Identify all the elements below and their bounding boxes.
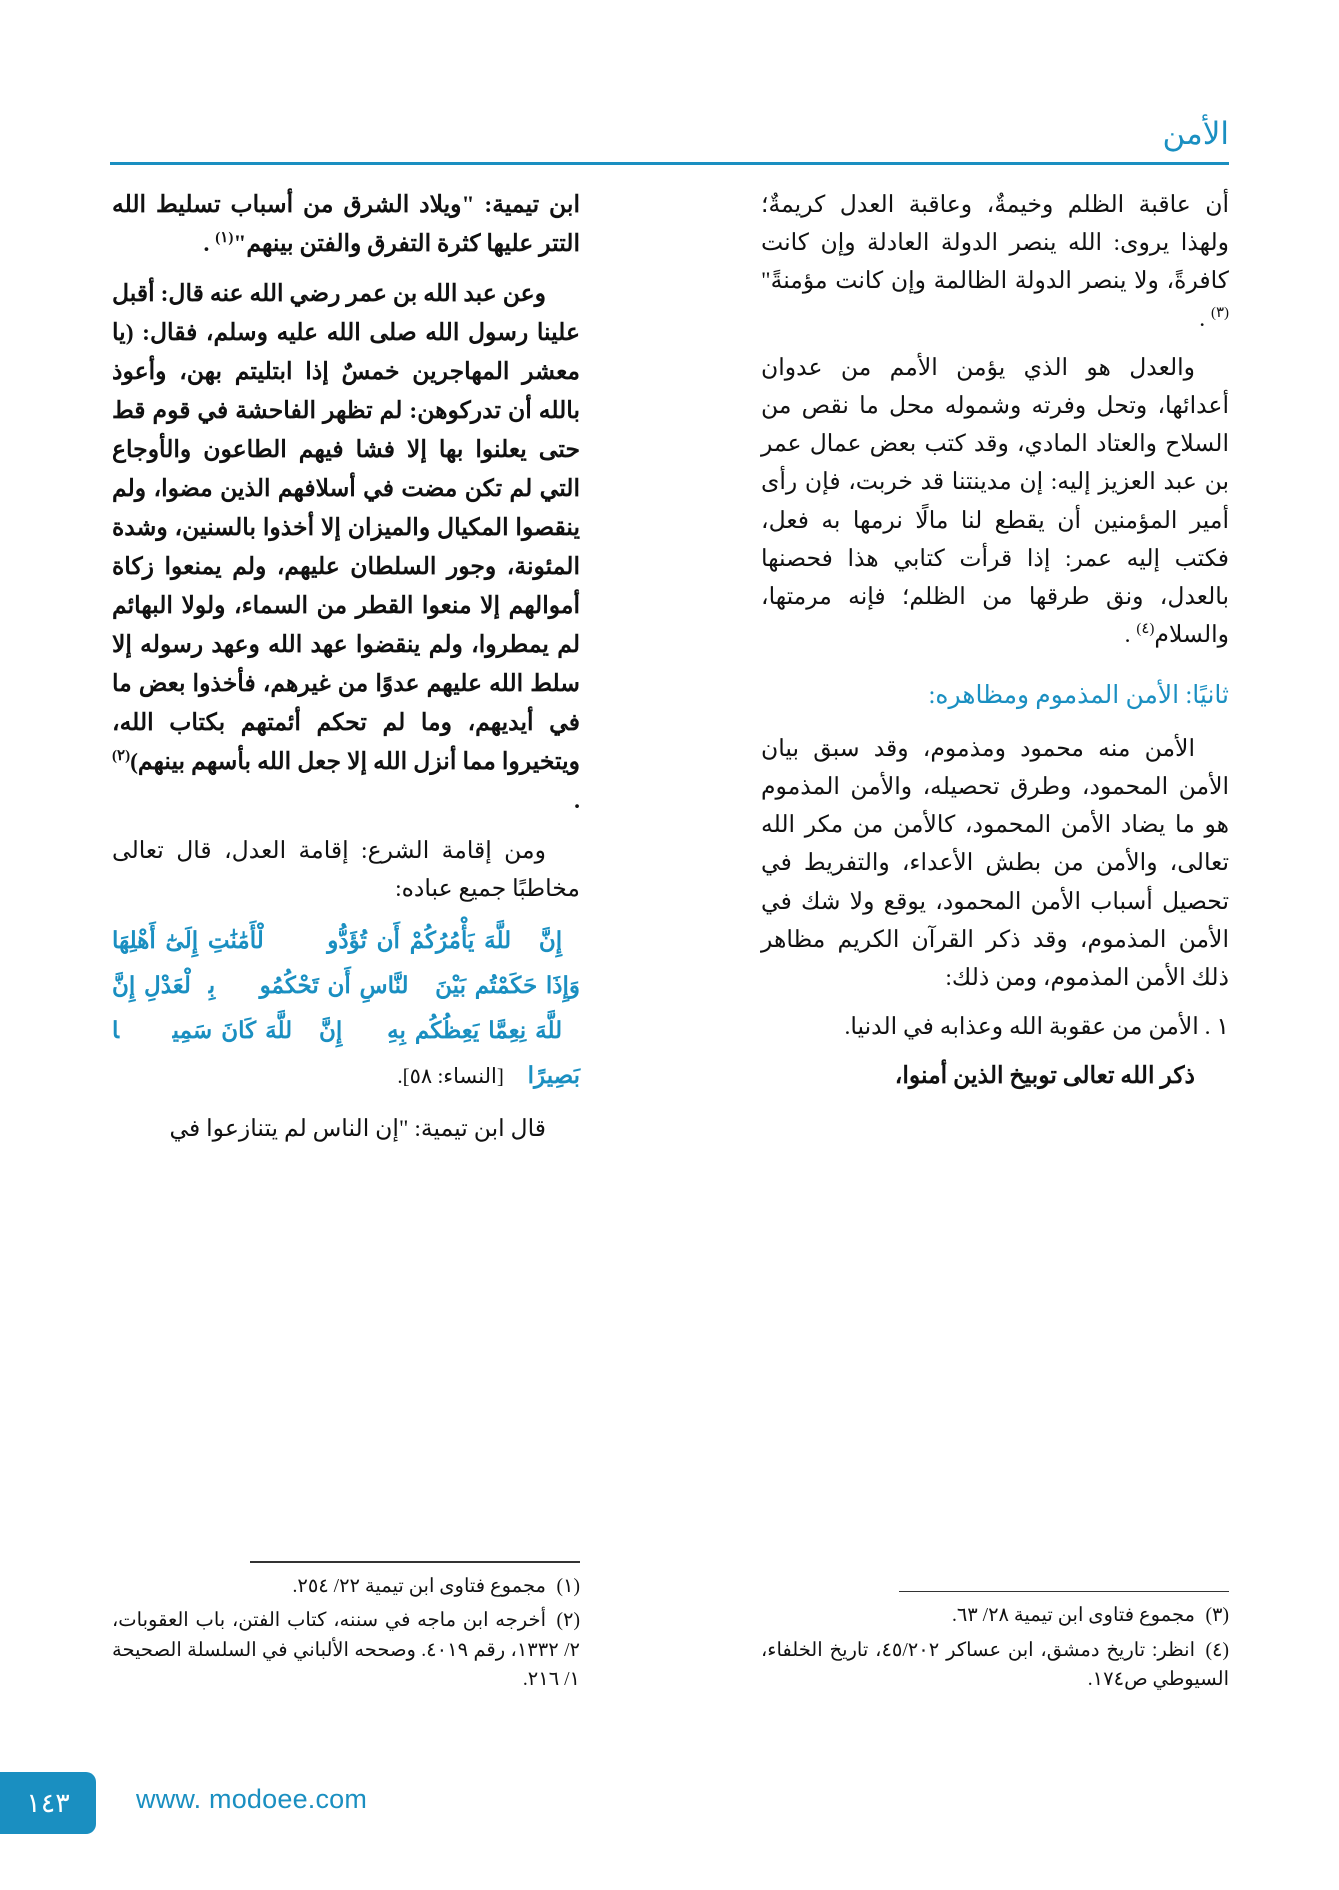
footnote-item — [112, 1572, 580, 1602]
footnote-number: (٤) — [1205, 1639, 1230, 1661]
paragraph-text: أن عاقبة الظلم وخيمةٌ، وعاقبة العدل كريمةٌ؛ ولهذا يروى: الله ينصر الدولة العادلة وإن كانت كافرةً، ولا ينصر الدولة الظالمة وإن كانت مؤمنةً" — [761, 192, 1229, 295]
footnote-divider — [899, 1591, 1229, 1593]
list-item: ١ . الأمن من عقوبة الله وعذابه في الدنيا. — [844, 1013, 1229, 1040]
column-right — [761, 186, 1229, 1107]
paragraph: ومن إقامة الشرع: إقامة العدل، قال تعالى مخاطبًا جميع عباده: — [112, 838, 580, 903]
footnote-item — [761, 1601, 1229, 1631]
paragraph-text: وعن عبد الله بن عمر رضي الله عنه قال: أقبل علينا رسول الله صلى الله عليه وسلم، فقال: (يا معشر المهاجرين خمسٌ إذا ابتليتم بهن، وأعوذ بالله أن تدركوهن: لم تظهر الفاحشة في قوم قط حتى يعلنوا بها إلا فشا فيهم الطاعون والأوجاع التي لم تكن مضت في أسلافهم الذين مضوا، ولم ينقصوا المكيال والميزان إلا أخذوا بالسنين، وشدة المئونة، وجور السلطان عليهم، ولم يمنعوا زكاة أموالهم إلا منعوا القطر من السماء، ولولا البهائم لم يمطروا، ولم ينقضوا عهد الله وعهد رسوله إلا سلط الله عليهم عدوًا من غيرهم، فأخذوا بعض ما في أيديهم، وما لم تحكم أئمتهم بكتاب الله، ويتخيروا مما أنزل الله إلا جعل الله بأسهم بينهم) — [112, 281, 580, 775]
page-header — [110, 118, 1229, 164]
page-footer — [0, 1772, 1339, 1838]
page-title: الأمن — [1162, 116, 1229, 151]
footnote-item — [761, 1636, 1229, 1695]
footnote-marker: (٢) — [112, 748, 131, 765]
footnote-divider — [250, 1561, 580, 1563]
footnote-marker: (٣) — [1210, 305, 1229, 322]
section-subheading: ثانيًا: الأمن المذموم ومظاهره: — [928, 681, 1229, 709]
page-number: ١٤٣ — [0, 1772, 96, 1834]
paragraph — [761, 186, 1229, 338]
site-url[interactable]: www. modoee.com — [136, 1784, 368, 1814]
column-left — [112, 186, 580, 1159]
paragraph — [112, 275, 580, 821]
footnote-number: (٢) — [556, 1610, 580, 1632]
paragraph — [112, 186, 580, 264]
footnote-text: مجموع فتاوى ابن تيمية ٢٨/ ٦٣. — [951, 1605, 1195, 1627]
footnote-item — [112, 1606, 580, 1695]
footnote-number: (٣) — [1205, 1605, 1229, 1627]
footnote-text: أخرجه ابن ماجه في سننه، كتاب الفتن، باب العقوبات، ٢/ ١٣٣٢، رقم ٤٠١٩. وصححه الألباني في السلسلة الصحيحة ١/ ٢١٦. — [112, 1610, 581, 1691]
footnote-number: (١) — [556, 1575, 580, 1597]
quran-verse-text: ﴿إِنَّ ٱللَّهَ يَأْمُرُكُمْ أَن تُؤَدُّوا۟ ٱلْأَمَٰنَٰتِ إِلَىٰٓ أَهْلِهَا وَإِذَا حَكَمْتُم بَيْنَ ٱلنَّاسِ أَن تَحْكُمُوا۟ بِٱلْعَدْلِ إِنَّ ٱللَّهَ نِعِمَّا يَعِظُكُم بِهِۦٓ إِنَّ ٱللَّهَ كَانَ سَمِيعًۢا بَصِيرًا﴾ — [112, 928, 580, 1088]
footnote-text: انظر: تاريخ دمشق، ابن عساكر ٤٥/٢٠٢، تاريخ الخلفاء، السيوطي ص١٧٤. — [761, 1639, 1229, 1691]
paragraph-tail: . — [203, 231, 216, 257]
footnote-text: مجموع فتاوى ابن تيمية ٢٢/ ٢٥٤. — [292, 1575, 546, 1597]
paragraph-tail: . — [574, 788, 580, 814]
paragraph-text: والعدل هو الذي يؤمن الأمم من عدوان أعدائها، وتحل وفرته وشموله محل ما نقص من السلاح والعتاد المادي، وقد كتب بعض عمال عمر بن عبد العزيز إليه: إن مدينتنا قد خربت، فإن رأى أمير المؤمنين أن يقطع لنا مالًا نرمها به فعل، فكتب إليه عمر: إذا قرأت كتابي هذا فحصنها بالعدل، ونق طرقها من الظلم؛ فإنه مرمتها، والسلام — [761, 355, 1229, 648]
footnotes-left — [112, 1561, 580, 1700]
quran-verse — [112, 919, 580, 1098]
paragraph: قال ابن تيمية: "إن الناس لم يتنازعوا في — [169, 1115, 546, 1142]
paragraph: الأمن منه محمود ومذموم، وقد سبق بيان الأمن المحمود، وطرق تحصيله، والأمن المذموم هو ما يضاد الأمن المحمود، كالأمن من مكر الله تعالى، والأمن من بطش الأعداء، والتفريط في تحصيل أسباب الأمن المحمود، يوقع ولا شك في الأمن المذموم، وقد ذكر القرآن الكريم مظاهر ذلك الأمن المذموم، ومن ذلك: — [761, 736, 1229, 991]
paragraph — [761, 349, 1229, 654]
paragraph: ذكر الله تعالى توبيخ الذين أمنوا، — [894, 1062, 1195, 1089]
footnote-marker: (١) — [215, 230, 234, 247]
footnote-marker: (٤) — [1136, 620, 1155, 637]
footnotes-right — [761, 1591, 1229, 1700]
quran-verse-reference: [النساء: ٥٨]. — [397, 1063, 504, 1088]
paragraph-text: ابن تيمية: "ويلاد الشرق من أسباب تسليط الله التتر عليها كثرة التفرق والفتن بينهم" — [112, 192, 580, 257]
paragraph-tail: . — [1124, 621, 1137, 648]
header-divider — [110, 162, 1229, 165]
paragraph-tail: . — [1199, 306, 1211, 333]
